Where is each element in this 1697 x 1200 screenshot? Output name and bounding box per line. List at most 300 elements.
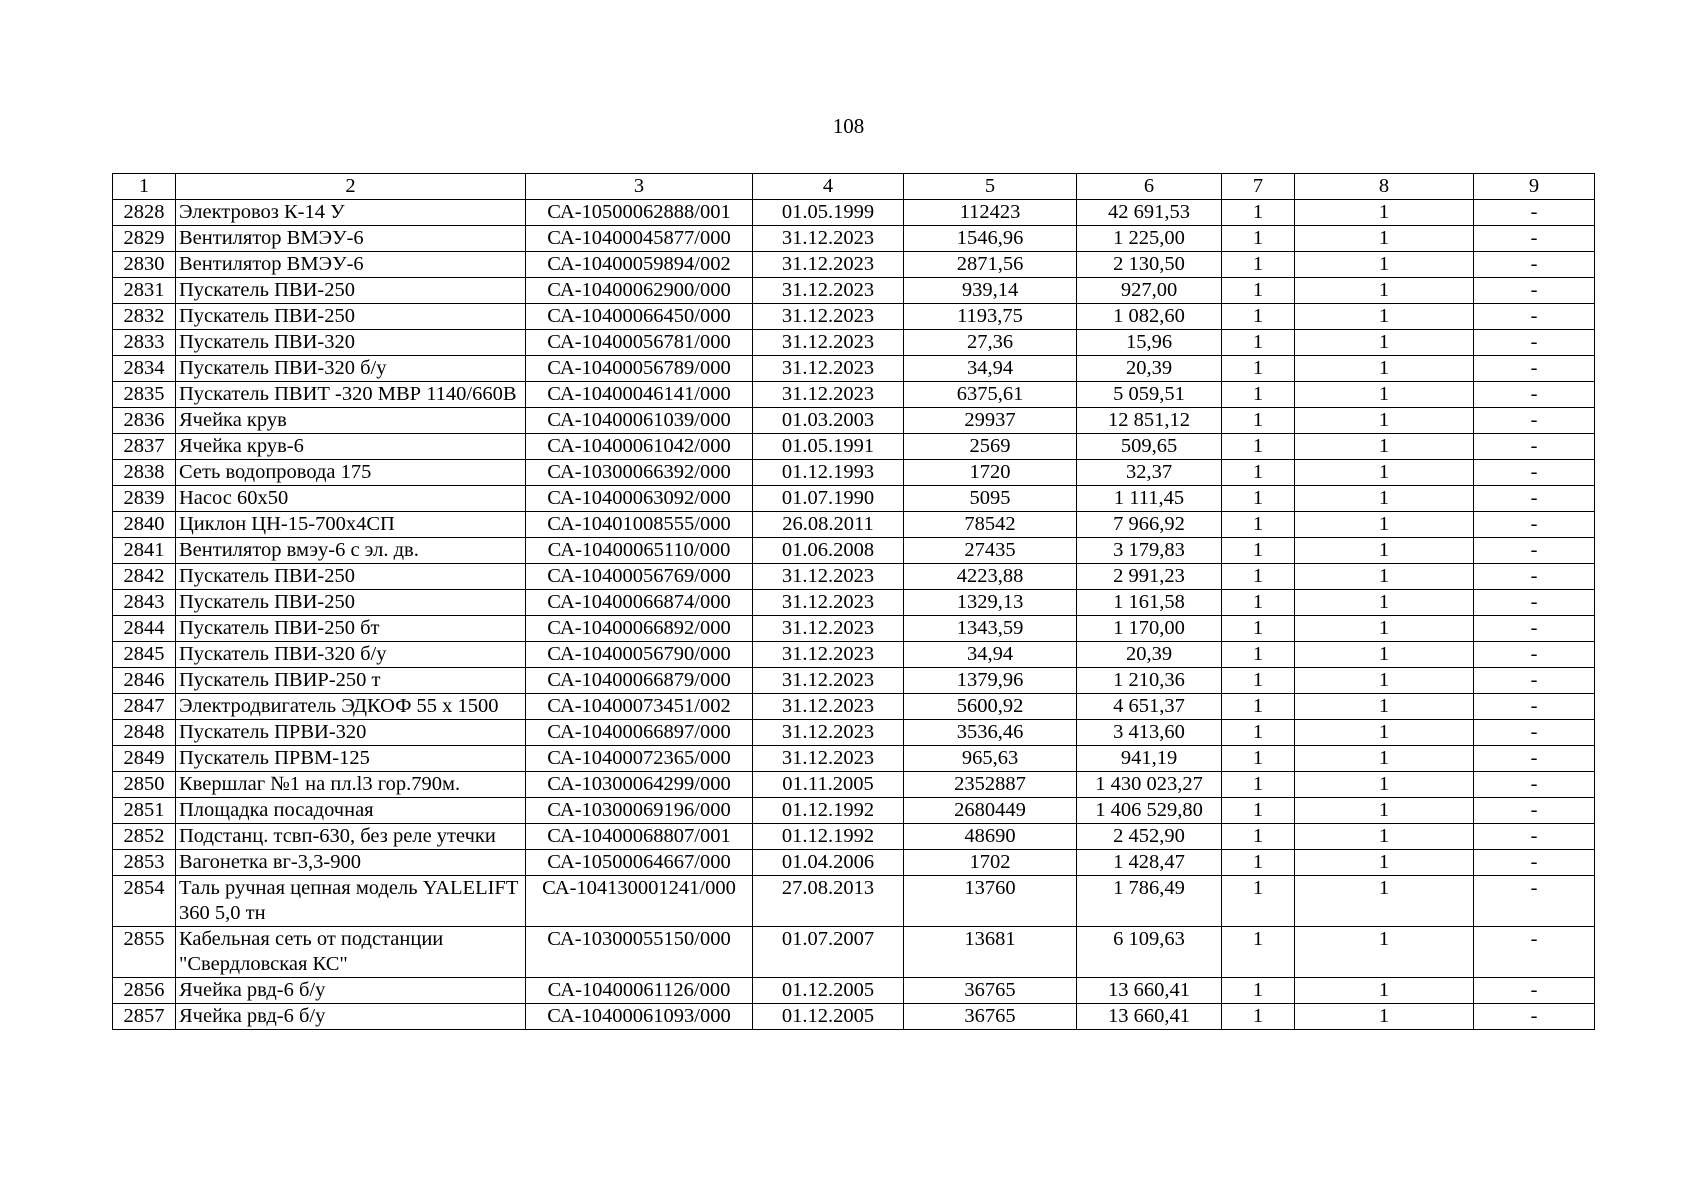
value-col-5: 1193,75 [904, 304, 1077, 330]
value-col-8: 1 [1295, 642, 1474, 668]
inventory-code: СА-10400063092/000 [526, 486, 753, 512]
column-header: 6 [1077, 174, 1222, 200]
value-col-8: 1 [1295, 486, 1474, 512]
value-col-5: 2680449 [904, 798, 1077, 824]
value-col-9: - [1474, 356, 1595, 382]
item-name: Кабельная сеть от подстанции "Свердловская КС" [176, 927, 526, 978]
table-row [113, 720, 1595, 746]
date-cell: 31.12.2023 [753, 720, 904, 746]
value-col-9: - [1474, 616, 1595, 642]
inventory-code: СА-10500064667/000 [526, 850, 753, 876]
table-header-row [113, 174, 1595, 200]
item-name: Пускатель ПВИ-250 [176, 564, 526, 590]
value-col-5: 939,14 [904, 278, 1077, 304]
item-name: Электродвигатель ЭДКОФ 55 х 1500 [176, 694, 526, 720]
value-col-6: 1 428,47 [1077, 850, 1222, 876]
inventory-code: СА-10400056781/000 [526, 330, 753, 356]
asset-table [112, 173, 1595, 1030]
value-col-5: 4223,88 [904, 564, 1077, 590]
date-cell: 01.12.1993 [753, 460, 904, 486]
value-col-9: - [1474, 850, 1595, 876]
item-name: Электровоз К-14 У [176, 200, 526, 226]
date-cell: 31.12.2023 [753, 304, 904, 330]
value-col-9: - [1474, 642, 1595, 668]
column-header: 5 [904, 174, 1077, 200]
inventory-code: СА-10400061093/000 [526, 1004, 753, 1030]
item-name: Пускатель ПВИ-320 [176, 330, 526, 356]
value-col-8: 1 [1295, 252, 1474, 278]
value-col-9: - [1474, 746, 1595, 772]
row-number: 2838 [113, 460, 176, 486]
value-col-7: 1 [1222, 304, 1295, 330]
table-row [113, 746, 1595, 772]
value-col-8: 1 [1295, 798, 1474, 824]
value-col-6: 20,39 [1077, 642, 1222, 668]
row-number: 2828 [113, 200, 176, 226]
item-name: Квершлаг №1 на пл.l3 гор.790м. [176, 772, 526, 798]
value-col-6: 2 452,90 [1077, 824, 1222, 850]
item-name: Пускатель ПВИ-250 [176, 590, 526, 616]
value-col-8: 1 [1295, 538, 1474, 564]
value-col-7: 1 [1222, 512, 1295, 538]
table-row [113, 512, 1595, 538]
item-name: Пускатель ПВИ-250 [176, 304, 526, 330]
value-col-6: 3 179,83 [1077, 538, 1222, 564]
row-number: 2831 [113, 278, 176, 304]
table-row [113, 200, 1595, 226]
date-cell: 01.06.2008 [753, 538, 904, 564]
value-col-7: 1 [1222, 798, 1295, 824]
item-name: Ячейка крув [176, 408, 526, 434]
row-number: 2839 [113, 486, 176, 512]
date-cell: 31.12.2023 [753, 382, 904, 408]
value-col-5: 6375,61 [904, 382, 1077, 408]
table-row [113, 538, 1595, 564]
value-col-5: 965,63 [904, 746, 1077, 772]
inventory-code: СА-10400059894/002 [526, 252, 753, 278]
value-col-5: 5095 [904, 486, 1077, 512]
value-col-9: - [1474, 252, 1595, 278]
value-col-6: 1 786,49 [1077, 876, 1222, 927]
value-col-6: 1 111,45 [1077, 486, 1222, 512]
value-col-8: 1 [1295, 824, 1474, 850]
date-cell: 26.08.2011 [753, 512, 904, 538]
value-col-7: 1 [1222, 642, 1295, 668]
value-col-7: 1 [1222, 876, 1295, 927]
value-col-5: 29937 [904, 408, 1077, 434]
value-col-6: 13 660,41 [1077, 978, 1222, 1004]
inventory-code: СА-10400066874/000 [526, 590, 753, 616]
column-header: 7 [1222, 174, 1295, 200]
value-col-7: 1 [1222, 408, 1295, 434]
value-col-6: 3 413,60 [1077, 720, 1222, 746]
date-cell: 01.04.2006 [753, 850, 904, 876]
value-col-5: 36765 [904, 978, 1077, 1004]
inventory-code: СА-10400062900/000 [526, 278, 753, 304]
value-col-7: 1 [1222, 927, 1295, 978]
value-col-7: 1 [1222, 200, 1295, 226]
table-row [113, 927, 1595, 978]
value-col-8: 1 [1295, 850, 1474, 876]
value-col-9: - [1474, 408, 1595, 434]
inventory-code: СА-10300064299/000 [526, 772, 753, 798]
table-row [113, 278, 1595, 304]
inventory-code: СА-10400061126/000 [526, 978, 753, 1004]
value-col-9: - [1474, 382, 1595, 408]
table-row [113, 330, 1595, 356]
value-col-7: 1 [1222, 668, 1295, 694]
column-header: 4 [753, 174, 904, 200]
row-number: 2836 [113, 408, 176, 434]
row-number: 2832 [113, 304, 176, 330]
inventory-code: СА-10400061042/000 [526, 434, 753, 460]
value-col-9: - [1474, 590, 1595, 616]
row-number: 2833 [113, 330, 176, 356]
value-col-9: - [1474, 564, 1595, 590]
table-row [113, 460, 1595, 486]
value-col-8: 1 [1295, 304, 1474, 330]
value-col-9: - [1474, 720, 1595, 746]
item-name: Ячейка крув-6 [176, 434, 526, 460]
inventory-code: СА-10400045877/000 [526, 226, 753, 252]
value-col-5: 27,36 [904, 330, 1077, 356]
inventory-code: СА-10300055150/000 [526, 927, 753, 978]
item-name: Вентилятор ВМЭУ-6 [176, 226, 526, 252]
row-number: 2840 [113, 512, 176, 538]
item-name: Насос 60х50 [176, 486, 526, 512]
value-col-6: 20,39 [1077, 356, 1222, 382]
date-cell: 01.12.1992 [753, 798, 904, 824]
row-number: 2849 [113, 746, 176, 772]
value-col-5: 112423 [904, 200, 1077, 226]
item-name: Вентилятор ВМЭУ-6 [176, 252, 526, 278]
row-number: 2844 [113, 616, 176, 642]
value-col-7: 1 [1222, 226, 1295, 252]
value-col-9: - [1474, 226, 1595, 252]
value-col-7: 1 [1222, 720, 1295, 746]
value-col-8: 1 [1295, 278, 1474, 304]
value-col-5: 1546,96 [904, 226, 1077, 252]
value-col-6: 927,00 [1077, 278, 1222, 304]
value-col-9: - [1474, 330, 1595, 356]
value-col-5: 1702 [904, 850, 1077, 876]
value-col-8: 1 [1295, 1004, 1474, 1030]
row-number: 2829 [113, 226, 176, 252]
value-col-9: - [1474, 538, 1595, 564]
value-col-8: 1 [1295, 330, 1474, 356]
column-header: 9 [1474, 174, 1595, 200]
value-col-9: - [1474, 798, 1595, 824]
value-col-9: - [1474, 978, 1595, 1004]
value-col-9: - [1474, 512, 1595, 538]
row-number: 2855 [113, 927, 176, 978]
item-name: Вагонетка вг-3,3-900 [176, 850, 526, 876]
row-number: 2856 [113, 978, 176, 1004]
date-cell: 31.12.2023 [753, 330, 904, 356]
value-col-9: - [1474, 876, 1595, 927]
value-col-5: 36765 [904, 1004, 1077, 1030]
value-col-5: 13760 [904, 876, 1077, 927]
value-col-8: 1 [1295, 408, 1474, 434]
value-col-5: 1379,96 [904, 668, 1077, 694]
table-row [113, 642, 1595, 668]
value-col-7: 1 [1222, 382, 1295, 408]
date-cell: 31.12.2023 [753, 278, 904, 304]
inventory-code: СА-10400066892/000 [526, 616, 753, 642]
table-row [113, 486, 1595, 512]
table-row [113, 382, 1595, 408]
value-col-6: 1 430 023,27 [1077, 772, 1222, 798]
column-header: 8 [1295, 174, 1474, 200]
row-number: 2851 [113, 798, 176, 824]
table-row [113, 824, 1595, 850]
value-col-6: 1 210,36 [1077, 668, 1222, 694]
value-col-9: - [1474, 434, 1595, 460]
value-col-9: - [1474, 460, 1595, 486]
value-col-6: 1 082,60 [1077, 304, 1222, 330]
table-row [113, 356, 1595, 382]
value-col-8: 1 [1295, 746, 1474, 772]
value-col-7: 1 [1222, 434, 1295, 460]
value-col-6: 941,19 [1077, 746, 1222, 772]
inventory-code: СА-10400073451/002 [526, 694, 753, 720]
value-col-9: - [1474, 668, 1595, 694]
date-cell: 01.05.1991 [753, 434, 904, 460]
row-number: 2854 [113, 876, 176, 927]
item-name: Сеть водопровода 175 [176, 460, 526, 486]
column-header: 2 [176, 174, 526, 200]
table-row [113, 226, 1595, 252]
value-col-7: 1 [1222, 746, 1295, 772]
inventory-code: СА-10400066897/000 [526, 720, 753, 746]
value-col-5: 34,94 [904, 642, 1077, 668]
value-col-8: 1 [1295, 772, 1474, 798]
value-col-9: - [1474, 486, 1595, 512]
row-number: 2846 [113, 668, 176, 694]
row-number: 2857 [113, 1004, 176, 1030]
date-cell: 01.07.2007 [753, 927, 904, 978]
date-cell: 31.12.2023 [753, 694, 904, 720]
item-name: Таль ручная цепная модель YALELIFT 360 5,0 тн [176, 876, 526, 927]
column-header: 1 [113, 174, 176, 200]
row-number: 2843 [113, 590, 176, 616]
value-col-9: - [1474, 694, 1595, 720]
table-row [113, 408, 1595, 434]
value-col-7: 1 [1222, 694, 1295, 720]
table-row [113, 304, 1595, 330]
table-body [113, 174, 1595, 1030]
value-col-9: - [1474, 927, 1595, 978]
inventory-code: СА-10400056789/000 [526, 356, 753, 382]
value-col-6: 13 660,41 [1077, 1004, 1222, 1030]
value-col-9: - [1474, 278, 1595, 304]
table-row [113, 434, 1595, 460]
value-col-8: 1 [1295, 668, 1474, 694]
row-number: 2852 [113, 824, 176, 850]
inventory-code: СА-10300066392/000 [526, 460, 753, 486]
table-row [113, 564, 1595, 590]
date-cell: 01.12.2005 [753, 1004, 904, 1030]
table-row [113, 668, 1595, 694]
inventory-code: СА-10400066879/000 [526, 668, 753, 694]
table-row [113, 978, 1595, 1004]
value-col-9: - [1474, 824, 1595, 850]
row-number: 2830 [113, 252, 176, 278]
value-col-8: 1 [1295, 616, 1474, 642]
value-col-9: - [1474, 200, 1595, 226]
value-col-7: 1 [1222, 486, 1295, 512]
value-col-7: 1 [1222, 590, 1295, 616]
item-name: Ячейка рвд-6 б/у [176, 1004, 526, 1030]
value-col-6: 4 651,37 [1077, 694, 1222, 720]
value-col-6: 1 406 529,80 [1077, 798, 1222, 824]
date-cell: 01.12.2005 [753, 978, 904, 1004]
value-col-6: 15,96 [1077, 330, 1222, 356]
table-row [113, 1004, 1595, 1030]
inventory-code: СА-10300069196/000 [526, 798, 753, 824]
value-col-7: 1 [1222, 460, 1295, 486]
date-cell: 31.12.2023 [753, 356, 904, 382]
table-row [113, 850, 1595, 876]
date-cell: 01.11.2005 [753, 772, 904, 798]
value-col-5: 5600,92 [904, 694, 1077, 720]
item-name: Пускатель ПВИ-250 [176, 278, 526, 304]
page-number: 108 [832, 114, 865, 138]
value-col-6: 6 109,63 [1077, 927, 1222, 978]
date-cell: 31.12.2023 [753, 590, 904, 616]
value-col-5: 1343,59 [904, 616, 1077, 642]
item-name: Вентилятор вмэу-6 с эл. дв. [176, 538, 526, 564]
date-cell: 31.12.2023 [753, 746, 904, 772]
inventory-code: СА-10400061039/000 [526, 408, 753, 434]
value-col-6: 7 966,92 [1077, 512, 1222, 538]
inventory-code: СА-10400065110/000 [526, 538, 753, 564]
value-col-6: 1 161,58 [1077, 590, 1222, 616]
value-col-6: 2 130,50 [1077, 252, 1222, 278]
value-col-8: 1 [1295, 876, 1474, 927]
value-col-7: 1 [1222, 252, 1295, 278]
item-name: Пускатель ПВИ-320 б/у [176, 356, 526, 382]
value-col-5: 2569 [904, 434, 1077, 460]
value-col-6: 1 170,00 [1077, 616, 1222, 642]
value-col-7: 1 [1222, 1004, 1295, 1030]
row-number: 2853 [113, 850, 176, 876]
row-number: 2835 [113, 382, 176, 408]
inventory-code: СА-104130001241/000 [526, 876, 753, 927]
value-col-8: 1 [1295, 694, 1474, 720]
date-cell: 31.12.2023 [753, 642, 904, 668]
value-col-7: 1 [1222, 356, 1295, 382]
value-col-7: 1 [1222, 772, 1295, 798]
table-row [113, 772, 1595, 798]
value-col-7: 1 [1222, 330, 1295, 356]
value-col-8: 1 [1295, 356, 1474, 382]
inventory-code: СА-10400068807/001 [526, 824, 753, 850]
value-col-5: 2871,56 [904, 252, 1077, 278]
row-number: 2837 [113, 434, 176, 460]
row-number: 2847 [113, 694, 176, 720]
row-number: 2842 [113, 564, 176, 590]
inventory-code: СА-10400056769/000 [526, 564, 753, 590]
value-col-8: 1 [1295, 434, 1474, 460]
value-col-8: 1 [1295, 564, 1474, 590]
item-name: Пускатель ПВИ-320 б/у [176, 642, 526, 668]
value-col-8: 1 [1295, 720, 1474, 746]
value-col-6: 1 225,00 [1077, 226, 1222, 252]
item-name: Пускатель ПВИР-250 т [176, 668, 526, 694]
date-cell: 01.05.1999 [753, 200, 904, 226]
item-name: Ячейка рвд-6 б/у [176, 978, 526, 1004]
row-number: 2845 [113, 642, 176, 668]
value-col-8: 1 [1295, 460, 1474, 486]
value-col-5: 3536,46 [904, 720, 1077, 746]
item-name: Пускатель ПВИТ -320 МВР 1140/660В [176, 382, 526, 408]
value-col-9: - [1474, 304, 1595, 330]
date-cell: 01.03.2003 [753, 408, 904, 434]
inventory-code: СА-10401008555/000 [526, 512, 753, 538]
table-row [113, 590, 1595, 616]
row-number: 2848 [113, 720, 176, 746]
item-name: Циклон ЦН-15-700х4СП [176, 512, 526, 538]
value-col-6: 42 691,53 [1077, 200, 1222, 226]
value-col-7: 1 [1222, 850, 1295, 876]
value-col-6: 5 059,51 [1077, 382, 1222, 408]
value-col-7: 1 [1222, 564, 1295, 590]
value-col-6: 2 991,23 [1077, 564, 1222, 590]
table-row [113, 616, 1595, 642]
value-col-7: 1 [1222, 278, 1295, 304]
value-col-5: 48690 [904, 824, 1077, 850]
inventory-code: СА-10500062888/001 [526, 200, 753, 226]
column-header: 3 [526, 174, 753, 200]
date-cell: 31.12.2023 [753, 564, 904, 590]
value-col-8: 1 [1295, 226, 1474, 252]
value-col-6: 12 851,12 [1077, 408, 1222, 434]
value-col-7: 1 [1222, 538, 1295, 564]
item-name: Подстанц. тсвп-630, без реле утечки [176, 824, 526, 850]
date-cell: 27.08.2013 [753, 876, 904, 927]
table-row [113, 798, 1595, 824]
value-col-5: 2352887 [904, 772, 1077, 798]
value-col-9: - [1474, 772, 1595, 798]
value-col-5: 13681 [904, 927, 1077, 978]
value-col-8: 1 [1295, 927, 1474, 978]
value-col-6: 509,65 [1077, 434, 1222, 460]
item-name: Пускатель ПВИ-250 бт [176, 616, 526, 642]
row-number: 2834 [113, 356, 176, 382]
item-name: Площадка посадочная [176, 798, 526, 824]
value-col-8: 1 [1295, 512, 1474, 538]
table-row [113, 876, 1595, 927]
date-cell: 31.12.2023 [753, 226, 904, 252]
value-col-7: 1 [1222, 978, 1295, 1004]
date-cell: 31.12.2023 [753, 616, 904, 642]
date-cell: 31.12.2023 [753, 668, 904, 694]
date-cell: 31.12.2023 [753, 252, 904, 278]
date-cell: 01.07.1990 [753, 486, 904, 512]
value-col-9: - [1474, 1004, 1595, 1030]
value-col-8: 1 [1295, 590, 1474, 616]
table-row [113, 252, 1595, 278]
value-col-7: 1 [1222, 824, 1295, 850]
value-col-5: 27435 [904, 538, 1077, 564]
row-number: 2850 [113, 772, 176, 798]
row-number: 2841 [113, 538, 176, 564]
value-col-5: 78542 [904, 512, 1077, 538]
inventory-code: СА-10400072365/000 [526, 746, 753, 772]
value-col-7: 1 [1222, 616, 1295, 642]
value-col-8: 1 [1295, 382, 1474, 408]
